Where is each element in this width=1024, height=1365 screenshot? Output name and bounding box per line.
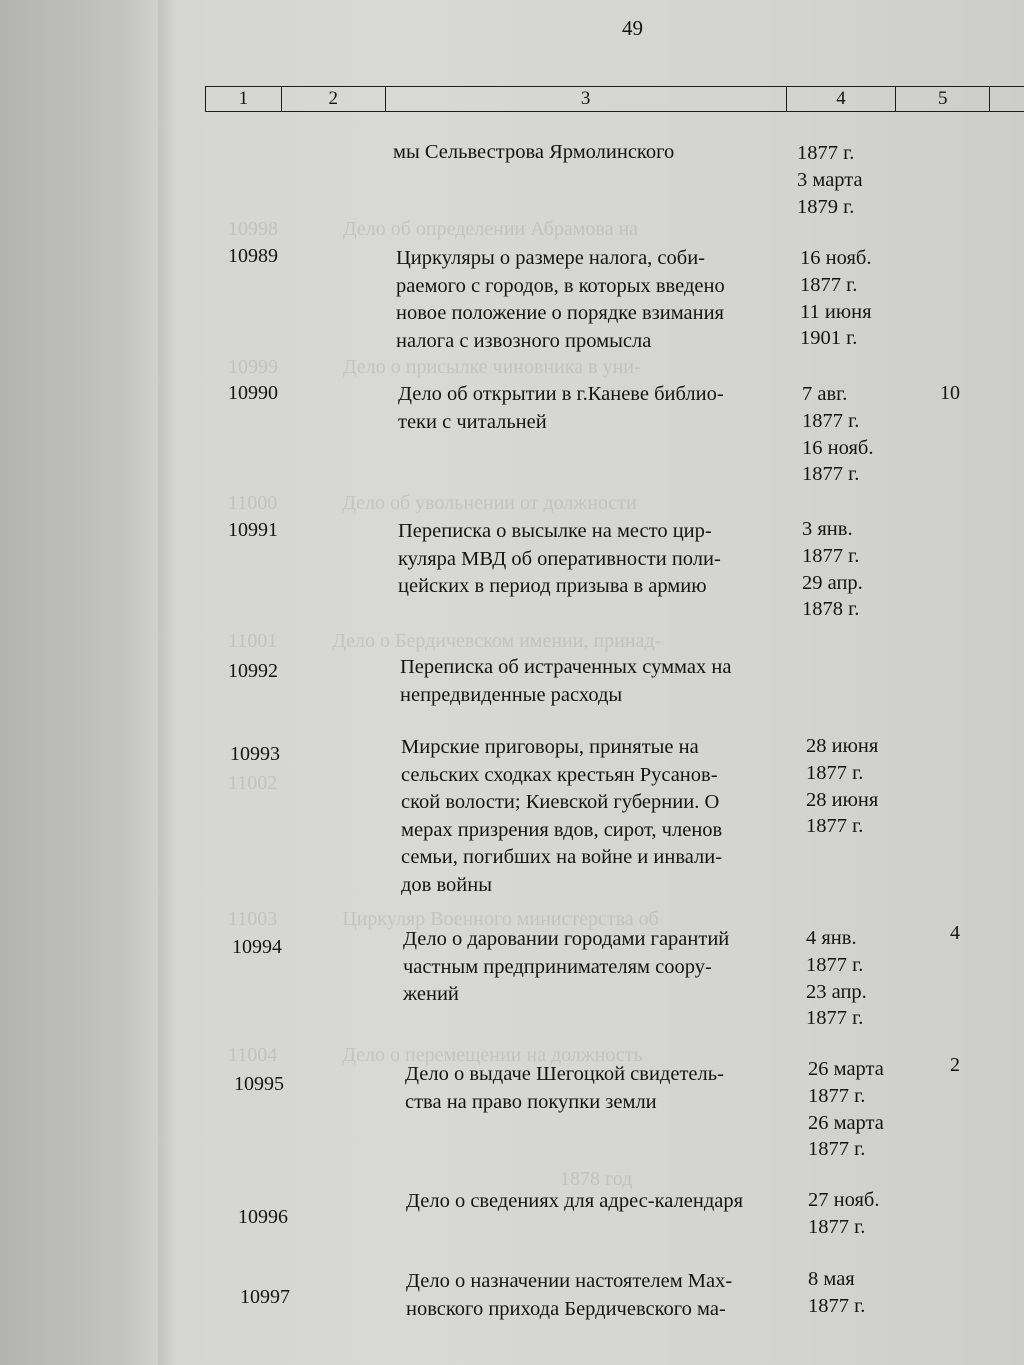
- entry-sheet-count: 10: [940, 382, 960, 404]
- entry-dates: 27 нояб. 1877 г.: [808, 1189, 880, 1238]
- header-col-6: [990, 87, 1024, 111]
- entry-number: 10993: [230, 743, 280, 765]
- book-spine-shadow: [158, 0, 178, 1365]
- header-col-3: 3: [386, 87, 787, 111]
- header-col-2: 2: [282, 87, 386, 111]
- entry-number: 10997: [240, 1286, 290, 1308]
- entry-number: 10995: [234, 1073, 284, 1095]
- entry-sheet-count: 4: [950, 922, 960, 944]
- entry-sheet-count: 2: [950, 1054, 960, 1076]
- entry-number: 10994: [232, 936, 282, 958]
- entry-title: мы Сельвестрова Ярмолинского: [393, 141, 675, 163]
- bleed-through-text: 11000 Дело об увольнении от должности: [228, 492, 637, 514]
- entry-dates: 26 марта 1877 г. 26 марта 1877 г.: [808, 1058, 884, 1161]
- entry-title: Переписка о высылке на место цир- куляра МВД об оперативности поли- цейских в период призыва в армию: [398, 520, 721, 597]
- entry-number: 10989: [228, 245, 278, 267]
- column-header-table: [205, 86, 1024, 112]
- header-col-5: 5: [896, 87, 990, 111]
- entry-title: Дело об открытии в г.Каневе библио- теки с читальней: [398, 383, 724, 433]
- entry-title: Переписка об истраченных суммах на непредвиденные расходы: [400, 656, 732, 706]
- entry-dates: 1877 г. 3 марта 1879 г.: [797, 142, 863, 218]
- entry-dates: 3 янв. 1877 г. 29 апр. 1878 г.: [802, 518, 863, 621]
- entry-title: Дело о даровании городами гарантий частным предпринимателям соору- жений: [403, 928, 730, 1005]
- page-number: 49: [622, 16, 643, 40]
- entry-dates: 8 мая 1877 г.: [808, 1268, 866, 1317]
- entry-number: 10992: [228, 660, 278, 682]
- entry-title: Дело о выдаче Шегоцкой свидетель- ства на право покупки земли: [405, 1063, 724, 1113]
- entry-number: 10996: [238, 1206, 288, 1228]
- bleed-through-text: 11001 Дело о Бердичевском имении, принад-: [228, 630, 662, 652]
- bleed-through-text: 10998 Дело об определении Абрамова на: [228, 218, 639, 240]
- entry-dates: 4 янв. 1877 г. 23 апр. 1877 г.: [806, 927, 867, 1030]
- bleed-through-text: 11003 Циркуляр Военного министерства об: [228, 908, 659, 930]
- header-col-1: 1: [206, 87, 282, 111]
- bleed-through-text: 11004 Дело о перемещении на должность: [228, 1044, 643, 1066]
- entry-dates: 28 июня 1877 г. 28 июня 1877 г.: [806, 735, 879, 838]
- entry-title: Мирские приговоры, принятые на сельских сходках крестьян Русанов- ской волости; Киевской губернии. О мерах призрения вдов, сирот, членов семьи, погибших на войне и инвали- дов войны: [401, 736, 723, 896]
- entry-dates: 7 авг. 1877 г. 16 нояб. 1877 г.: [802, 383, 874, 486]
- entry-number: 10991: [228, 519, 278, 541]
- entry-number: 10990: [228, 382, 278, 404]
- bleed-through-text: 1878 год: [560, 1168, 633, 1190]
- entry-title: Циркуляры о размере налога, соби- раемого с городов, в которых введено новое положение о порядке взимания налога с извозного промысла: [396, 247, 725, 352]
- bleed-through-text: 11002: [228, 772, 278, 794]
- entry-dates: 16 нояб. 1877 г. 11 июня 1901 г.: [800, 247, 872, 350]
- entry-title: Дело о назначении настоятелем Мах- новского прихода Бердичевского ма-: [406, 1270, 733, 1320]
- entry-title: Дело о сведениях для адрес-календаря: [406, 1190, 744, 1212]
- header-col-4: 4: [787, 87, 897, 111]
- bleed-through-text: 10999 Дело о присылке чиновника в уни-: [228, 356, 641, 378]
